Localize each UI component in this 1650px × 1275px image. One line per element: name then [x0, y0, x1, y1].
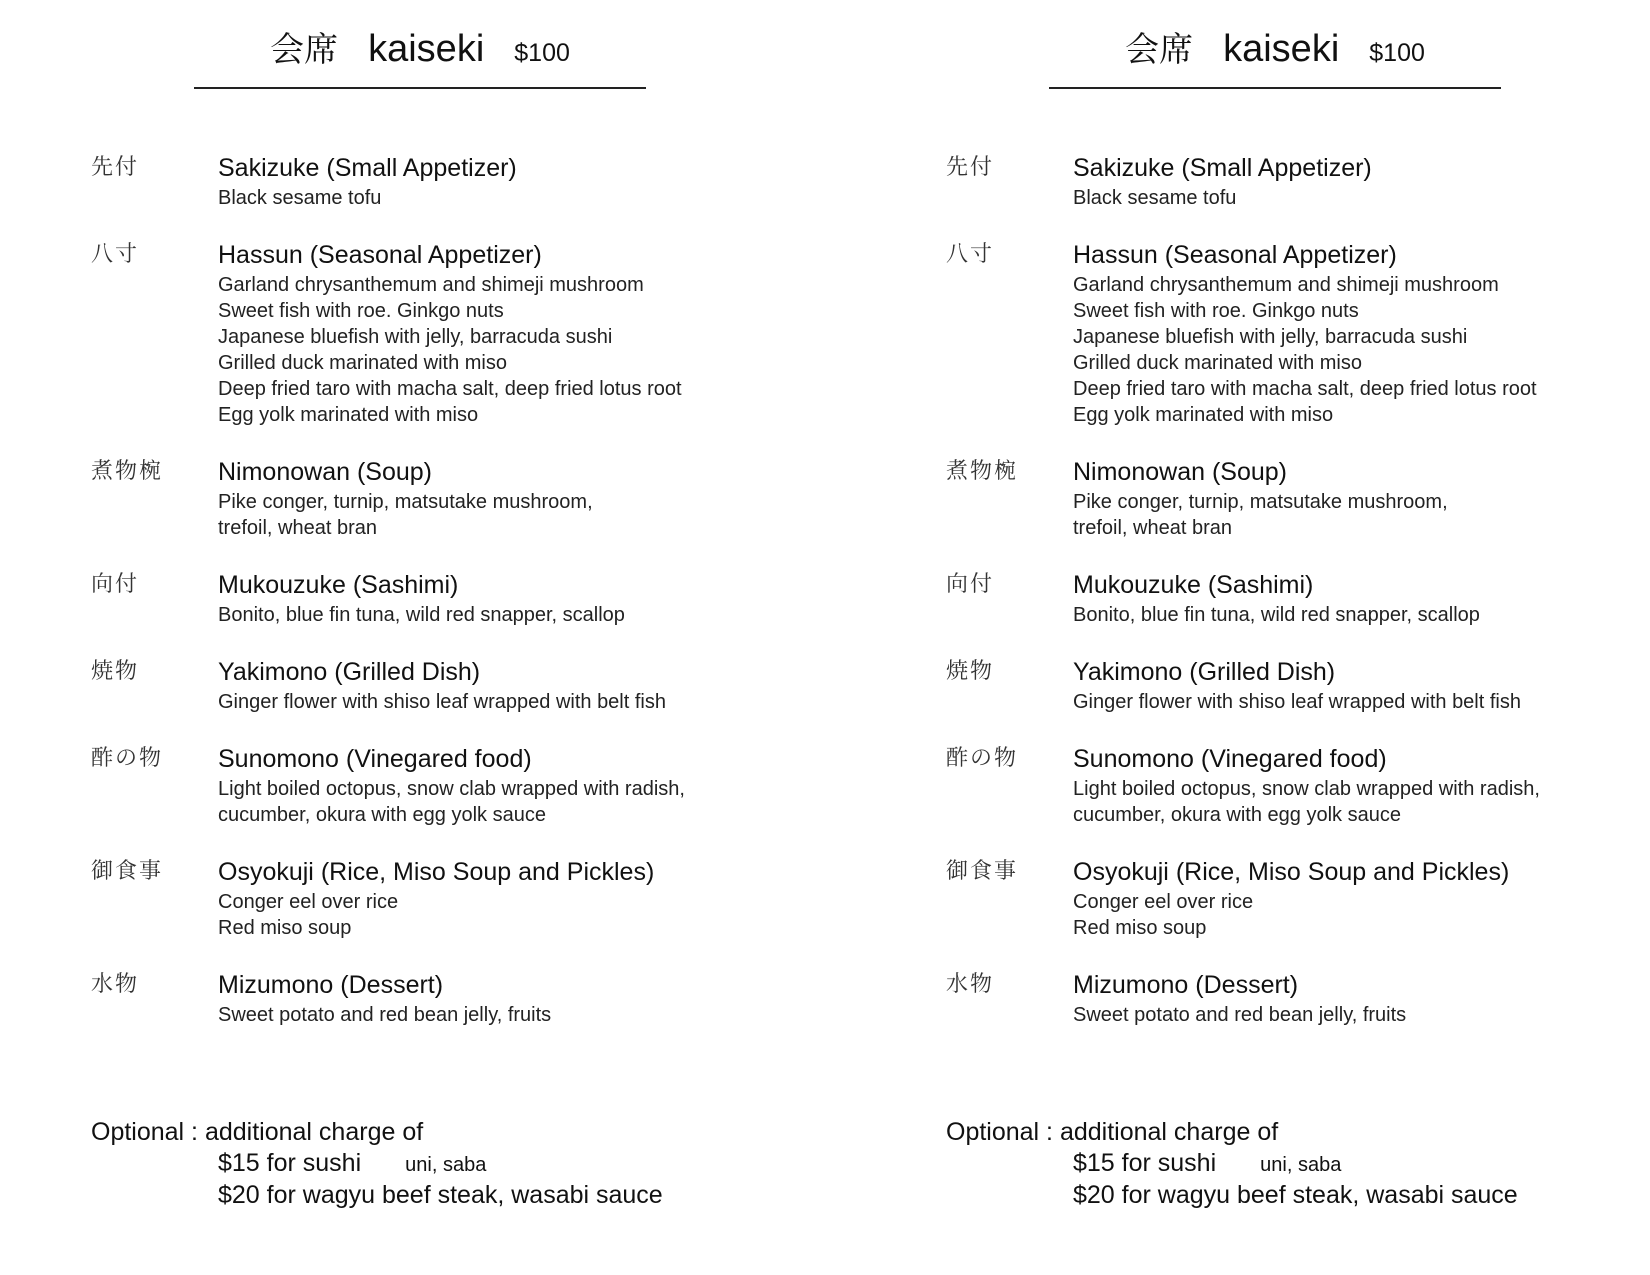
- title-name: kaiseki: [368, 28, 485, 70]
- course-osyokuji: [855, 855, 1650, 941]
- course-sunomono: [0, 742, 800, 828]
- course-item: cucumber, okura with egg yolk sauce: [1073, 804, 1401, 826]
- optional-charges: [91, 1116, 791, 1210]
- course-heading: [218, 655, 800, 689]
- course-item: Egg yolk marinated with miso: [1073, 404, 1334, 426]
- title-divider: [1049, 87, 1501, 89]
- course-name: Sunomono: [218, 745, 339, 773]
- course-heading: [1073, 968, 1650, 1002]
- course-hassun: [0, 238, 800, 428]
- course-item: trefoil, wheat bran: [218, 517, 377, 539]
- course-name: Mukouzuke: [218, 571, 346, 599]
- sushi-note: uni, saba: [405, 1154, 487, 1176]
- course-item: Ginger flower with shiso leaf wrapped with belt fish: [1073, 691, 1521, 713]
- course-item: Sweet potato and red bean jelly, fruits: [1073, 1004, 1407, 1026]
- course-osyokuji: [0, 855, 800, 941]
- course-description: (Rice, Miso Soup and Pickles): [1175, 858, 1510, 886]
- course-kanji: 水物: [91, 972, 140, 997]
- optional-charges: [946, 1116, 1646, 1210]
- course-description: (Soup): [1211, 458, 1288, 486]
- course-kanji: 先付: [91, 155, 140, 180]
- course-kanji: 向付: [946, 572, 995, 597]
- course-item: Sweet fish with roe. Ginkgo nuts: [1073, 300, 1359, 322]
- course-name: Yakimono: [218, 658, 328, 686]
- menu-page-right: [855, 0, 1650, 1275]
- course-name: Mukouzuke: [1073, 571, 1201, 599]
- course-item: Conger eel over rice: [1073, 891, 1254, 913]
- course-sakizuke: [0, 151, 800, 211]
- course-heading: [1073, 568, 1650, 602]
- course-name: Hassun: [1073, 241, 1158, 269]
- title-kanji: 会席: [270, 30, 339, 70]
- course-sunomono: [855, 742, 1650, 828]
- course-kanji: 水物: [946, 972, 995, 997]
- course-description: (Dessert): [340, 971, 444, 999]
- course-heading: [1073, 455, 1650, 489]
- menu-page-left: [0, 0, 800, 1275]
- course-item: Japanese bluefish with jelly, barracuda sushi: [218, 326, 613, 348]
- course-name: Osyokuji: [218, 858, 314, 886]
- course-name: Mizumono: [218, 971, 334, 999]
- course-heading: [1073, 238, 1650, 272]
- course-item: Grilled duck marinated with miso: [218, 352, 507, 374]
- course-description: (Dessert): [1195, 971, 1299, 999]
- course-item: Red miso soup: [218, 917, 352, 939]
- course-item: Bonito, blue fin tuna, wild red snapper, scallop: [1073, 604, 1480, 626]
- course-item: Light boiled octopus, snow clab wrapped with radish,: [1073, 778, 1540, 800]
- course-item: Bonito, blue fin tuna, wild red snapper, scallop: [218, 604, 625, 626]
- menu-title: [194, 22, 646, 71]
- course-description: (Soup): [356, 458, 433, 486]
- course-name: Nimonowan: [1073, 458, 1206, 486]
- course-heading: [218, 151, 800, 185]
- course-kanji: 酢の物: [91, 746, 164, 771]
- course-nimonowan: [0, 455, 800, 541]
- course-heading: [218, 455, 800, 489]
- course-kanji: 御食事: [946, 859, 1019, 884]
- course-item: Grilled duck marinated with miso: [1073, 352, 1362, 374]
- course-item: Deep fried taro with macha salt, deep fried lotus root: [1073, 378, 1537, 400]
- course-kanji: 焼物: [946, 659, 995, 684]
- course-description: (Small Appetizer): [326, 154, 517, 182]
- course-name: Nimonowan: [218, 458, 351, 486]
- course-item: Sweet fish with roe. Ginkgo nuts: [218, 300, 504, 322]
- course-name: Yakimono: [1073, 658, 1183, 686]
- title-kanji: 会席: [1125, 30, 1194, 70]
- course-heading: [218, 568, 800, 602]
- course-kanji: 先付: [946, 155, 995, 180]
- course-description: (Vinegared food): [345, 745, 532, 773]
- course-item: Conger eel over rice: [218, 891, 399, 913]
- course-description: (Small Appetizer): [1181, 154, 1372, 182]
- course-description: (Vinegared food): [1200, 745, 1387, 773]
- course-yakimono: [855, 655, 1650, 715]
- course-mukouzuke: [0, 568, 800, 628]
- course-description: (Grilled Dish): [1189, 658, 1336, 686]
- title-name: kaiseki: [1223, 28, 1340, 70]
- course-name: Mizumono: [1073, 971, 1189, 999]
- course-heading: [1073, 742, 1650, 776]
- course-nimonowan: [855, 455, 1650, 541]
- course-name: Osyokuji: [1073, 858, 1169, 886]
- title-divider: [194, 87, 646, 89]
- course-kanji: 煮物椀: [946, 459, 1019, 484]
- course-item: Black sesame tofu: [1073, 187, 1237, 209]
- course-description: (Rice, Miso Soup and Pickles): [320, 858, 655, 886]
- course-mukouzuke: [855, 568, 1650, 628]
- course-hassun: [855, 238, 1650, 428]
- sushi-note: uni, saba: [1260, 1154, 1342, 1176]
- course-description: (Sashimi): [1207, 571, 1314, 599]
- course-kanji: 煮物椀: [91, 459, 164, 484]
- course-mizumono: [0, 968, 800, 1028]
- course-description: (Grilled Dish): [334, 658, 481, 686]
- course-item: Japanese bluefish with jelly, barracuda sushi: [1073, 326, 1468, 348]
- optional-wagyu: $20 for wagyu beef steak, wasabi sauce: [1073, 1181, 1518, 1209]
- optional-label: Optional : additional charge of: [91, 1118, 424, 1146]
- course-kanji: 御食事: [91, 859, 164, 884]
- course-item: Egg yolk marinated with miso: [218, 404, 479, 426]
- course-item: Deep fried taro with macha salt, deep fried lotus root: [218, 378, 682, 400]
- course-heading: [218, 855, 800, 889]
- course-list: [855, 151, 1650, 1055]
- sushi-price: $15 for sushi: [1073, 1149, 1217, 1177]
- course-name: Sakizuke: [218, 154, 320, 182]
- course-item: Light boiled octopus, snow clab wrapped with radish,: [218, 778, 685, 800]
- course-item: Garland chrysanthemum and shimeji mushroom: [1073, 274, 1499, 296]
- title-price: $100: [514, 39, 570, 67]
- course-name: Sunomono: [1073, 745, 1194, 773]
- course-yakimono: [0, 655, 800, 715]
- course-item: trefoil, wheat bran: [1073, 517, 1232, 539]
- optional-sushi: [218, 1148, 791, 1180]
- course-name: Sakizuke: [1073, 154, 1175, 182]
- course-heading: [218, 238, 800, 272]
- course-kanji: 八寸: [946, 242, 995, 267]
- course-item: Pike conger, turnip, matsutake mushroom,: [218, 491, 593, 513]
- course-heading: [1073, 151, 1650, 185]
- course-item: Black sesame tofu: [218, 187, 382, 209]
- course-list: [0, 151, 800, 1055]
- course-description: (Seasonal Appetizer): [1164, 241, 1397, 269]
- course-item: Red miso soup: [1073, 917, 1207, 939]
- course-heading: [218, 968, 800, 1002]
- course-name: Hassun: [218, 241, 303, 269]
- course-kanji: 焼物: [91, 659, 140, 684]
- course-mizumono: [855, 968, 1650, 1028]
- course-item: Sweet potato and red bean jelly, fruits: [218, 1004, 552, 1026]
- optional-sushi: [1073, 1148, 1646, 1180]
- title-price: $100: [1369, 39, 1425, 67]
- course-item: Garland chrysanthemum and shimeji mushroom: [218, 274, 644, 296]
- course-kanji: 向付: [91, 572, 140, 597]
- course-kanji: 八寸: [91, 242, 140, 267]
- sushi-price: $15 for sushi: [218, 1149, 362, 1177]
- optional-label: Optional : additional charge of: [946, 1118, 1279, 1146]
- course-item: Pike conger, turnip, matsutake mushroom,: [1073, 491, 1448, 513]
- course-kanji: 酢の物: [946, 746, 1019, 771]
- course-heading: [1073, 855, 1650, 889]
- optional-wagyu: $20 for wagyu beef steak, wasabi sauce: [218, 1181, 663, 1209]
- course-item: Ginger flower with shiso leaf wrapped with belt fish: [218, 691, 666, 713]
- course-description: (Sashimi): [352, 571, 459, 599]
- menu-title: [1049, 22, 1501, 71]
- course-sakizuke: [855, 151, 1650, 211]
- course-item: cucumber, okura with egg yolk sauce: [218, 804, 546, 826]
- course-heading: [218, 742, 800, 776]
- course-heading: [1073, 655, 1650, 689]
- course-description: (Seasonal Appetizer): [309, 241, 542, 269]
